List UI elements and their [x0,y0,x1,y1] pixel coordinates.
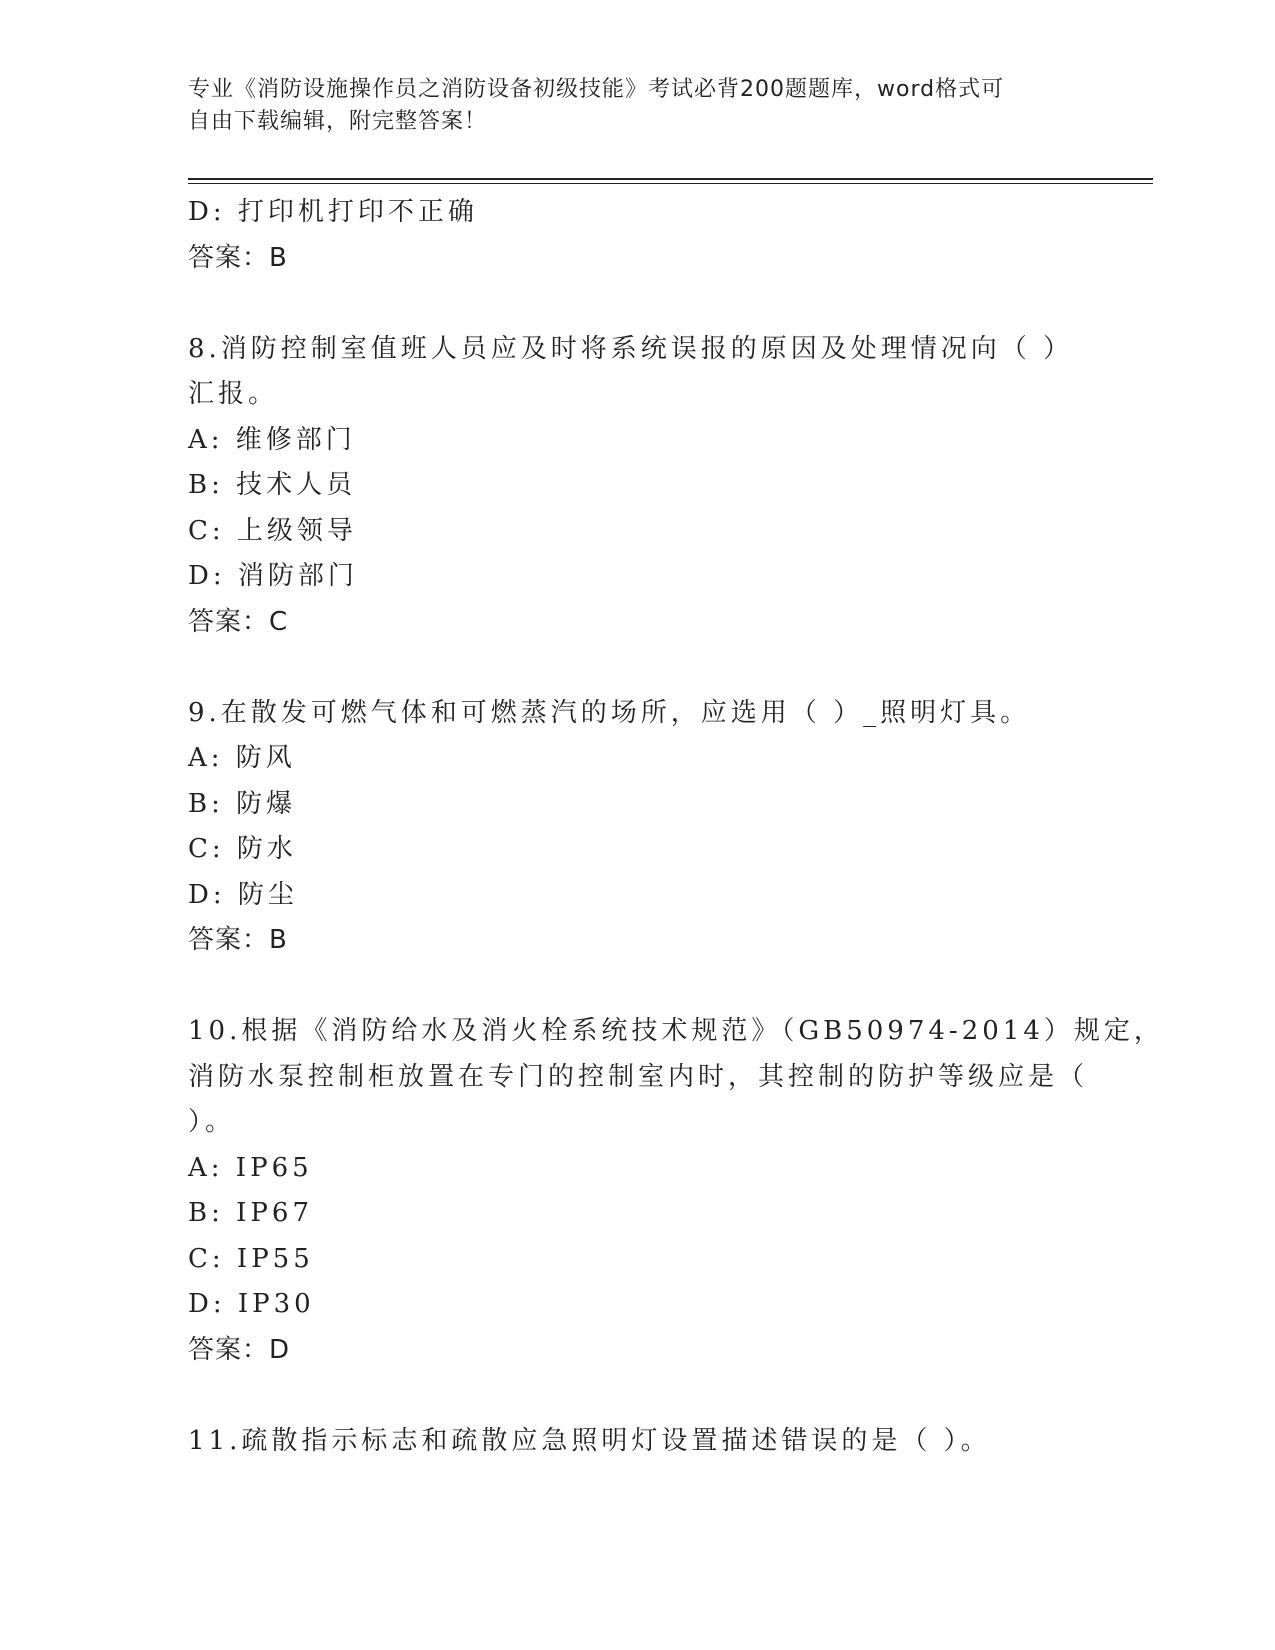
question-stem: 10.根据《消防给水及消火栓系统技术规范》（GB50974-2014）规定， [188,1016,1164,1046]
spacer [188,281,1088,327]
spacer [188,645,1088,691]
option-c: C: IP55 [188,1243,314,1274]
question-stem: ）。 [188,1107,236,1137]
prev-option-d: D: 打印机打印不正确 [188,197,478,227]
question-stem: 汇报。 [188,379,279,409]
option-d: D: 防尘 [188,879,298,910]
header-divider-thick [188,178,1153,180]
question-stem: 8.消防控制室值班人员应及时将系统误报的原因及处理情况向（ ） [188,333,1074,364]
option-b: B: 技术人员 [188,470,357,500]
header-line-1: 专业《消防设施操作员之消防设备初级技能》考试必背200题题库，word格式可 [188,77,1005,102]
option-a: A: 防风 [188,743,296,773]
option-a: A: IP65 [188,1152,313,1183]
question-content [188,190,1164,1464]
question-8 [188,327,1088,646]
answer: 答案：C [188,606,289,637]
question-stem: 9.在散发可燃气体和可燃蒸汽的场所，应选用（ ）_照明灯具。 [188,697,1031,728]
option-b: B: IP67 [188,1198,313,1228]
prev-answer: 答案：B [188,242,288,273]
document-header [188,74,1068,138]
option-d: D: 消防部门 [188,561,358,591]
option-b: B: 防爆 [188,788,297,819]
option-c: C: 上级领导 [188,515,357,546]
option-a: A: 维修部门 [188,424,356,455]
spacer [188,1373,1088,1419]
question-10 [188,1009,1164,1373]
option-d: D: IP30 [188,1289,315,1319]
spacer [188,964,1088,1010]
question-stem: 11.疏散指示标志和疏散应急照明灯设置描述错误的是（ ）。 [188,1425,991,1456]
header-divider-thin [188,183,1153,184]
question-9 [188,691,1088,964]
answer: 答案：D [188,1334,291,1365]
question-11 [188,1419,1088,1465]
header-line-2: 自由下载编辑，附完整答案！ [188,109,488,134]
option-c: C: 防水 [188,834,297,864]
answer: 答案：B [188,925,288,955]
question-stem: 消防水泵控制柜放置在专门的控制室内时，其控制的防护等级应是（ [188,1061,1089,1092]
